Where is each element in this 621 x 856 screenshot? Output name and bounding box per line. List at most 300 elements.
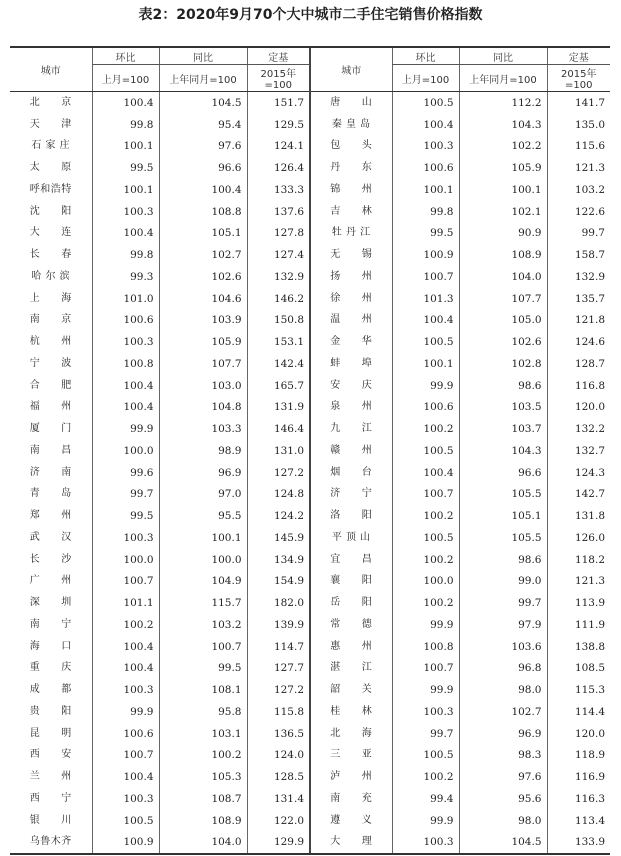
city-cell: 丹 东 [310, 157, 392, 179]
mom-cell: 100.3 [392, 701, 459, 723]
fixed-cell: 128.7 [547, 353, 610, 375]
mom-cell: 100.4 [92, 92, 159, 114]
yoy-cell: 102.7 [459, 701, 547, 723]
city-cell: 天 津 [29, 118, 72, 130]
yoy-cell: 103.6 [459, 636, 547, 658]
fixed-cell: 113.4 [547, 810, 610, 832]
table-row [10, 353, 610, 375]
yoy-cell: 90.9 [459, 223, 547, 245]
fixed-header: 定基 [547, 47, 610, 65]
fixed-cell: 115.6 [547, 136, 610, 158]
yoy-cell: 102.1 [459, 201, 547, 223]
yoy-cell: 95.5 [159, 505, 247, 527]
fixed-cell: 158.7 [547, 244, 610, 266]
yoy-cell: 102.6 [159, 266, 247, 288]
mom-cell: 100.7 [92, 571, 159, 593]
table-row [10, 766, 610, 788]
fixed-cell: 116.3 [547, 788, 610, 810]
fixed-cell: 139.9 [247, 614, 310, 636]
table-row [10, 179, 610, 201]
yoy-cell: 102.6 [459, 331, 547, 353]
city-cell: 常 德 [310, 614, 392, 636]
yoy-cell: 96.6 [459, 462, 547, 484]
city-cell: 三 亚 [310, 745, 392, 767]
mom-cell: 100.3 [92, 201, 159, 223]
fixed-cell: 116.9 [547, 766, 610, 788]
table-row [10, 223, 610, 245]
mom-cell: 99.9 [92, 418, 159, 440]
fixed-cell: 108.5 [547, 658, 610, 680]
yoy-cell: 98.9 [159, 440, 247, 462]
city-cell: 长 沙 [29, 553, 72, 565]
fixed-cell: 136.5 [247, 723, 310, 745]
city-cell: 杭 州 [29, 336, 72, 348]
yoy-cell: 104.0 [459, 266, 547, 288]
mom-cell: 100.8 [392, 636, 459, 658]
city-cell: 南 宁 [29, 618, 72, 630]
table-row [10, 571, 610, 593]
mom-cell: 100.4 [392, 114, 459, 136]
mom-cell: 100.2 [392, 505, 459, 527]
yoy-cell: 100.0 [159, 549, 247, 571]
city-cell: 秦 皇 岛 [310, 114, 392, 136]
city-cell: 沈 阳 [29, 205, 72, 217]
fixed-cell: 127.7 [247, 658, 310, 680]
city-cell: 西 宁 [29, 792, 72, 804]
yoy-cell: 108.9 [159, 810, 247, 832]
yoy-cell: 97.0 [159, 484, 247, 506]
fixed-cell: 127.4 [247, 244, 310, 266]
fixed-cell: 153.1 [247, 331, 310, 353]
city-cell: 泸 州 [310, 766, 392, 788]
table-row [10, 114, 610, 136]
fixed-header: 定基 [247, 47, 310, 65]
city-cell: 洛 阳 [310, 505, 392, 527]
mom-cell: 100.6 [392, 157, 459, 179]
yoy-header: 同比 [459, 47, 547, 65]
mom-cell: 99.8 [92, 114, 159, 136]
table-row [10, 614, 610, 636]
city-cell: 北 京 [29, 96, 72, 108]
yoy-cell: 96.9 [159, 462, 247, 484]
table-row [10, 375, 610, 397]
mom-cell: 100.7 [392, 484, 459, 506]
city-cell: 无 锡 [310, 244, 392, 266]
city-cell: 哈 尔 滨 [31, 270, 71, 282]
fixed-cell: 138.8 [547, 636, 610, 658]
table-row [10, 310, 610, 332]
fixed-cell: 113.9 [547, 592, 610, 614]
city-cell: 深 圳 [29, 597, 72, 609]
yoy-cell: 103.7 [459, 418, 547, 440]
yoy-cell: 104.3 [459, 114, 547, 136]
mom-header: 环比 [392, 47, 459, 65]
yoy-cell: 103.1 [159, 723, 247, 745]
table-row [10, 592, 610, 614]
fixed-cell: 154.9 [247, 571, 310, 593]
mom-cell: 100.9 [392, 244, 459, 266]
yoy-cell: 104.5 [459, 832, 547, 855]
mom-base-header: 上月=100 [392, 65, 459, 92]
yoy-cell: 108.1 [159, 679, 247, 701]
city-cell: 福 州 [29, 401, 72, 413]
mom-cell: 100.2 [392, 766, 459, 788]
city-cell: 湛 江 [310, 658, 392, 680]
mom-cell: 99.8 [92, 244, 159, 266]
mom-cell: 100.4 [92, 636, 159, 658]
mom-cell: 100.6 [92, 310, 159, 332]
city-cell: 济 宁 [310, 484, 392, 506]
city-cell: 南 昌 [29, 444, 72, 456]
yoy-cell: 105.1 [159, 223, 247, 245]
mom-cell: 100.2 [92, 614, 159, 636]
table-row [10, 484, 610, 506]
fixed-cell: 165.7 [247, 375, 310, 397]
city-cell: 青 岛 [29, 488, 72, 500]
fixed-cell: 128.5 [247, 766, 310, 788]
mom-cell: 99.3 [92, 266, 159, 288]
city-cell: 安 庆 [310, 375, 392, 397]
table-row [10, 462, 610, 484]
city-cell: 昆 明 [29, 727, 72, 739]
yoy-cell: 95.4 [159, 114, 247, 136]
yoy-cell: 98.0 [459, 679, 547, 701]
yoy-cell: 108.8 [159, 201, 247, 223]
fixed-cell: 142.4 [247, 353, 310, 375]
fixed-cell: 114.7 [247, 636, 310, 658]
city-cell: 扬 州 [310, 266, 392, 288]
fixed-cell: 121.8 [547, 310, 610, 332]
mom-cell: 100.4 [92, 397, 159, 419]
yoy-cell: 105.9 [159, 331, 247, 353]
mom-cell: 99.7 [392, 723, 459, 745]
yoy-header: 同比 [159, 47, 247, 65]
fixed-cell: 127.2 [247, 679, 310, 701]
fixed-cell: 182.0 [247, 592, 310, 614]
yoy-cell: 95.6 [459, 788, 547, 810]
yoy-cell: 104.8 [159, 397, 247, 419]
city-cell: 吉 林 [310, 201, 392, 223]
yoy-cell: 97.9 [459, 614, 547, 636]
fixed-cell: 126.4 [247, 157, 310, 179]
mom-cell: 100.3 [392, 832, 459, 855]
mom-cell: 100.7 [392, 266, 459, 288]
yoy-cell: 104.9 [159, 571, 247, 593]
fixed-cell: 121.3 [547, 157, 610, 179]
yoy-cell: 104.5 [159, 92, 247, 114]
yoy-cell: 112.2 [459, 92, 547, 114]
mom-cell: 99.9 [392, 614, 459, 636]
table-row [10, 679, 610, 701]
fixed-cell: 124.1 [247, 136, 310, 158]
yoy-cell: 102.7 [159, 244, 247, 266]
city-cell: 九 江 [310, 418, 392, 440]
fixed-cell: 114.4 [547, 701, 610, 723]
yoy-cell: 99.7 [459, 592, 547, 614]
city-cell: 乌鲁木齐 [10, 832, 92, 855]
mom-cell: 100.0 [392, 571, 459, 593]
city-cell: 金 华 [310, 331, 392, 353]
table-row [10, 701, 610, 723]
city-cell: 平 顶 山 [310, 527, 392, 549]
yoy-cell: 108.7 [159, 788, 247, 810]
city-cell: 银 川 [29, 814, 72, 826]
mom-cell: 100.6 [392, 397, 459, 419]
city-header: 城市 [310, 47, 392, 92]
yoy-cell: 100.1 [459, 179, 547, 201]
mom-cell: 100.2 [392, 592, 459, 614]
mom-cell: 99.7 [92, 484, 159, 506]
mom-base-header: 上月=100 [92, 65, 159, 92]
yoy-cell: 98.6 [459, 375, 547, 397]
city-cell: 唐 山 [310, 92, 392, 114]
table-row [10, 136, 610, 158]
city-cell: 烟 台 [310, 462, 392, 484]
yoy-base-header: 上年同月=100 [159, 65, 247, 92]
table-row [10, 418, 610, 440]
fixed-cell: 150.8 [247, 310, 310, 332]
yoy-cell: 107.7 [459, 288, 547, 310]
city-cell: 温 州 [310, 310, 392, 332]
yoy-cell: 102.2 [459, 136, 547, 158]
city-cell: 济 南 [29, 466, 72, 478]
mom-cell: 100.4 [92, 658, 159, 680]
fixed-cell: 135.0 [547, 114, 610, 136]
city-cell: 南 京 [29, 314, 72, 326]
mom-cell: 100.1 [392, 179, 459, 201]
yoy-cell: 103.5 [459, 397, 547, 419]
mom-header: 环比 [92, 47, 159, 65]
yoy-cell: 102.8 [459, 353, 547, 375]
city-cell: 石 家 庄 [31, 140, 71, 152]
yoy-cell: 99.5 [159, 658, 247, 680]
fixed-cell: 126.0 [547, 527, 610, 549]
fixed-cell: 122.0 [247, 810, 310, 832]
mom-cell: 100.4 [92, 766, 159, 788]
mom-cell: 100.2 [392, 418, 459, 440]
fixed-cell: 124.3 [547, 462, 610, 484]
city-cell: 北 海 [310, 723, 392, 745]
mom-cell: 99.9 [392, 375, 459, 397]
mom-cell: 100.5 [392, 331, 459, 353]
yoy-cell: 105.1 [459, 505, 547, 527]
city-cell: 桂 林 [310, 701, 392, 723]
fixed-cell: 129.5 [247, 114, 310, 136]
yoy-cell: 99.0 [459, 571, 547, 593]
yoy-cell: 103.2 [159, 614, 247, 636]
fixed-cell: 142.7 [547, 484, 610, 506]
fixed-cell: 127.8 [247, 223, 310, 245]
table-row [10, 397, 610, 419]
fixed-cell: 124.6 [547, 331, 610, 353]
yoy-cell: 97.6 [159, 136, 247, 158]
fixed-cell: 131.0 [247, 440, 310, 462]
fixed-cell: 127.2 [247, 462, 310, 484]
city-cell: 大 连 [29, 227, 72, 239]
yoy-cell: 100.2 [159, 745, 247, 767]
city-cell: 锦 州 [310, 179, 392, 201]
mom-cell: 99.4 [392, 788, 459, 810]
fixed-base-header: 2015年=100 [247, 65, 310, 92]
mom-cell: 100.5 [392, 92, 459, 114]
mom-cell: 100.9 [92, 832, 159, 855]
yoy-cell: 104.0 [159, 832, 247, 855]
table-row [10, 658, 610, 680]
yoy-cell: 103.3 [159, 418, 247, 440]
fixed-cell: 146.4 [247, 418, 310, 440]
fixed-cell: 115.3 [547, 679, 610, 701]
city-cell: 泉 州 [310, 397, 392, 419]
yoy-cell: 104.6 [159, 288, 247, 310]
fixed-cell: 103.2 [547, 179, 610, 201]
fixed-cell: 111.9 [547, 614, 610, 636]
yoy-cell: 100.1 [159, 527, 247, 549]
city-cell: 牡 丹 江 [310, 223, 392, 245]
mom-cell: 99.9 [392, 679, 459, 701]
mom-cell: 100.2 [392, 549, 459, 571]
city-cell: 武 汉 [29, 531, 72, 543]
mom-cell: 99.5 [92, 157, 159, 179]
mom-cell: 100.0 [92, 440, 159, 462]
mom-cell: 100.5 [392, 440, 459, 462]
mom-cell: 99.9 [92, 701, 159, 723]
city-cell: 惠 州 [310, 636, 392, 658]
city-cell: 岳 阳 [310, 592, 392, 614]
city-cell: 呼和浩特 [29, 183, 72, 195]
fixed-cell: 116.8 [547, 375, 610, 397]
table-row [10, 157, 610, 179]
mom-cell: 101.1 [92, 592, 159, 614]
city-cell: 厦 门 [29, 423, 72, 435]
mom-cell: 101.3 [392, 288, 459, 310]
mom-cell: 100.7 [392, 658, 459, 680]
fixed-cell: 137.6 [247, 201, 310, 223]
yoy-cell: 98.6 [459, 549, 547, 571]
yoy-cell: 105.9 [459, 157, 547, 179]
fixed-cell: 131.4 [247, 788, 310, 810]
mom-cell: 100.4 [92, 375, 159, 397]
fixed-cell: 124.8 [247, 484, 310, 506]
mom-cell: 100.4 [392, 462, 459, 484]
fixed-cell: 141.7 [547, 92, 610, 114]
fixed-cell: 146.2 [247, 288, 310, 310]
mom-cell: 100.3 [92, 788, 159, 810]
fixed-cell: 124.0 [247, 745, 310, 767]
city-cell: 宁 波 [29, 357, 72, 369]
city-cell: 蚌 埠 [310, 353, 392, 375]
yoy-cell: 100.7 [159, 636, 247, 658]
city-cell: 海 口 [29, 640, 72, 652]
table-row [10, 549, 610, 571]
mom-cell: 100.4 [392, 310, 459, 332]
city-header: 城市 [10, 47, 92, 92]
city-cell: 兰 州 [29, 771, 72, 783]
mom-cell: 100.8 [92, 353, 159, 375]
fixed-cell: 118.9 [547, 745, 610, 767]
mom-cell: 100.3 [392, 136, 459, 158]
yoy-cell: 96.6 [159, 157, 247, 179]
city-cell: 太 原 [29, 162, 72, 174]
yoy-cell: 105.5 [459, 484, 547, 506]
city-cell: 包 头 [310, 136, 392, 158]
table-row [10, 832, 610, 855]
table-row [10, 810, 610, 832]
table-row [10, 745, 610, 767]
city-cell: 大 理 [310, 832, 392, 855]
city-cell: 合 肥 [29, 379, 72, 391]
city-cell: 遵 义 [310, 810, 392, 832]
mom-cell: 100.6 [92, 723, 159, 745]
mom-cell: 100.0 [92, 549, 159, 571]
yoy-cell: 115.7 [159, 592, 247, 614]
yoy-cell: 103.0 [159, 375, 247, 397]
mom-cell: 99.9 [392, 810, 459, 832]
mom-cell: 99.5 [392, 223, 459, 245]
city-cell: 襄 阳 [310, 571, 392, 593]
mom-cell: 100.5 [392, 527, 459, 549]
table-row [10, 723, 610, 745]
yoy-cell: 97.6 [459, 766, 547, 788]
mom-cell: 100.5 [92, 810, 159, 832]
table-row [10, 266, 610, 288]
city-cell: 上 海 [29, 292, 72, 304]
table-row [10, 331, 610, 353]
fixed-cell: 120.0 [547, 723, 610, 745]
yoy-cell: 105.3 [159, 766, 247, 788]
fixed-cell: 124.2 [247, 505, 310, 527]
table-row [10, 288, 610, 310]
fixed-cell: 133.9 [547, 832, 610, 855]
yoy-cell: 108.9 [459, 244, 547, 266]
yoy-cell: 103.9 [159, 310, 247, 332]
city-cell: 南 充 [310, 788, 392, 810]
city-cell: 西 安 [29, 749, 72, 761]
mom-cell: 100.1 [92, 136, 159, 158]
fixed-cell: 135.7 [547, 288, 610, 310]
city-cell: 韶 关 [310, 679, 392, 701]
city-cell: 广 州 [29, 575, 72, 587]
fixed-cell: 121.3 [547, 571, 610, 593]
yoy-cell: 96.9 [459, 723, 547, 745]
yoy-cell: 98.3 [459, 745, 547, 767]
fixed-cell: 115.8 [247, 701, 310, 723]
table-row [10, 92, 610, 114]
fixed-cell: 120.0 [547, 397, 610, 419]
yoy-cell: 105.0 [459, 310, 547, 332]
yoy-cell: 98.0 [459, 810, 547, 832]
mom-cell: 100.3 [92, 331, 159, 353]
yoy-cell: 105.5 [459, 527, 547, 549]
table-row [10, 244, 610, 266]
mom-cell: 99.5 [92, 505, 159, 527]
fixed-cell: 132.7 [547, 440, 610, 462]
fixed-cell: 132.9 [547, 266, 610, 288]
table-row [10, 636, 610, 658]
yoy-base-header: 上年同月=100 [459, 65, 547, 92]
yoy-cell: 95.8 [159, 701, 247, 723]
table-row [10, 440, 610, 462]
table-title: 表2：2020年9月70个大中城市二手住宅销售价格指数 [138, 7, 483, 23]
table-row [10, 788, 610, 810]
city-cell: 成 都 [29, 684, 72, 696]
fixed-cell: 131.9 [247, 397, 310, 419]
city-cell: 宜 昌 [310, 549, 392, 571]
yoy-cell: 107.7 [159, 353, 247, 375]
city-cell: 赣 州 [310, 440, 392, 462]
fixed-cell: 151.7 [247, 92, 310, 114]
mom-cell: 99.6 [92, 462, 159, 484]
mom-cell: 100.3 [92, 679, 159, 701]
